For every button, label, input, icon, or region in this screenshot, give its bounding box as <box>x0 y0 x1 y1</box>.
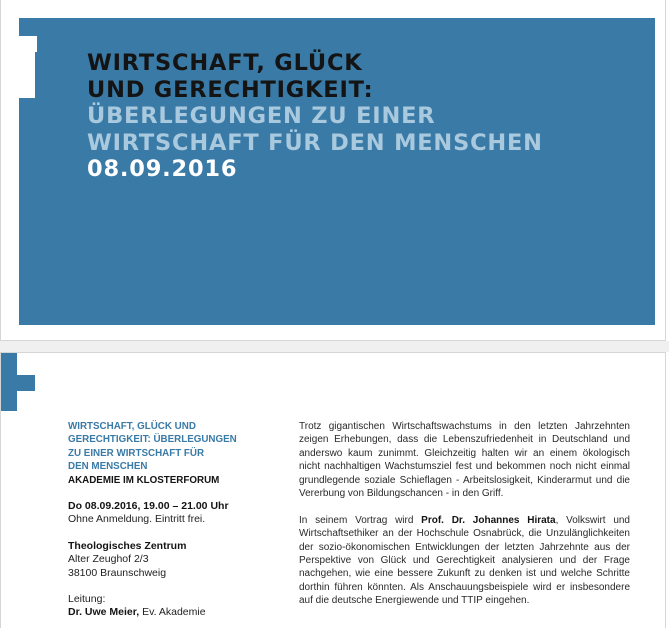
description-paragraph-1: Trotz gigantischen Wirtschaftswachstums in den letzten Jahrzehnten zeigen Erhebungen, dass die Lebenszufriedenheit in Deutschland und anderswo kaum zunimmt. Gleichzeitig halten wir an einem ökologisch nicht nachhaltigen Wachstumsziel fest und bekommen noch nicht einmal grundlegende soziale Schieflagen - Arbeitslosigkeit, Kinderarmut und die Vererbung von Bildungschancen - in den Griff. <box>299 421 630 500</box>
p2-body: , Volkswirt und Wirtschaftsethiker an der Hochschule Osnabrück, die Unzulänglichkeiten der sozio-ökonomischen Entwicklungen der letzten Jahrzehnte aus der Perspektive von Glück und Gerechtigkeit analysieren und der Frage nachgehen, wie eine bessere Zukunft zu denken ist und welche Schritte dorthin führen könnten. Als Anschauungsbeispiele wird er insbesondere auf die deutsche Energiewende und TTIP eingehen. <box>299 514 630 607</box>
event-admission: Ohne Anmeldung. Eintritt frei. <box>68 513 206 526</box>
cover-date: 08.09.2016 <box>87 156 238 182</box>
logo-notch-bottom <box>19 52 35 98</box>
event-title-line-2: GERECHTIGKEIT: ÜBERLEGUNGEN <box>68 434 237 446</box>
venue-city: 38100 Braunschweig <box>68 566 167 579</box>
leader-name: Dr. Uwe Meier, <box>68 606 140 619</box>
p2-intro: In seinem Vortrag wird <box>299 514 422 526</box>
event-venue <box>68 540 268 580</box>
logo-mark-arm <box>17 375 35 391</box>
cover-title <box>87 50 543 183</box>
description-paragraph-2 <box>299 514 630 608</box>
event-series: AKADEMIE IM KLOSTERFORUM <box>68 474 220 486</box>
logo-notch-top <box>19 36 37 52</box>
logo-mark-stem <box>1 353 17 411</box>
venue-name: Theologisches Zentrum <box>68 539 187 552</box>
event-when <box>68 500 268 527</box>
speaker-name: Prof. Dr. Johannes Hirata <box>421 514 556 526</box>
event-date-time: Do 08.09.2016, 19.00 – 21.00 Uhr <box>68 500 229 513</box>
cover-line-4: WIRTSCHAFT FÜR DEN MENSCHEN <box>87 129 543 156</box>
leader-org: Ev. Akademie <box>139 606 206 619</box>
cover-line-1: WIRTSCHAFT, GLÜCK <box>87 50 363 76</box>
cover-line-2: UND GERECHTIGKEIT: <box>87 76 374 103</box>
venue-street: Alter Zeughof 2/3 <box>68 553 149 566</box>
page-gap <box>0 341 669 352</box>
event-info-column <box>68 420 268 620</box>
event-leader <box>68 593 268 620</box>
event-title-line-4: DEN MENSCHEN <box>68 461 148 473</box>
leader-label: Leitung: <box>68 593 106 606</box>
event-title-line-3: ZU EINER WIRTSCHAFT FÜR <box>68 447 205 459</box>
cover-line-3: ÜBERLEGUNGEN ZU EINER <box>87 103 436 129</box>
event-title-line-1: WIRTSCHAFT, GLÜCK UND <box>68 421 196 432</box>
description-column <box>299 420 630 621</box>
